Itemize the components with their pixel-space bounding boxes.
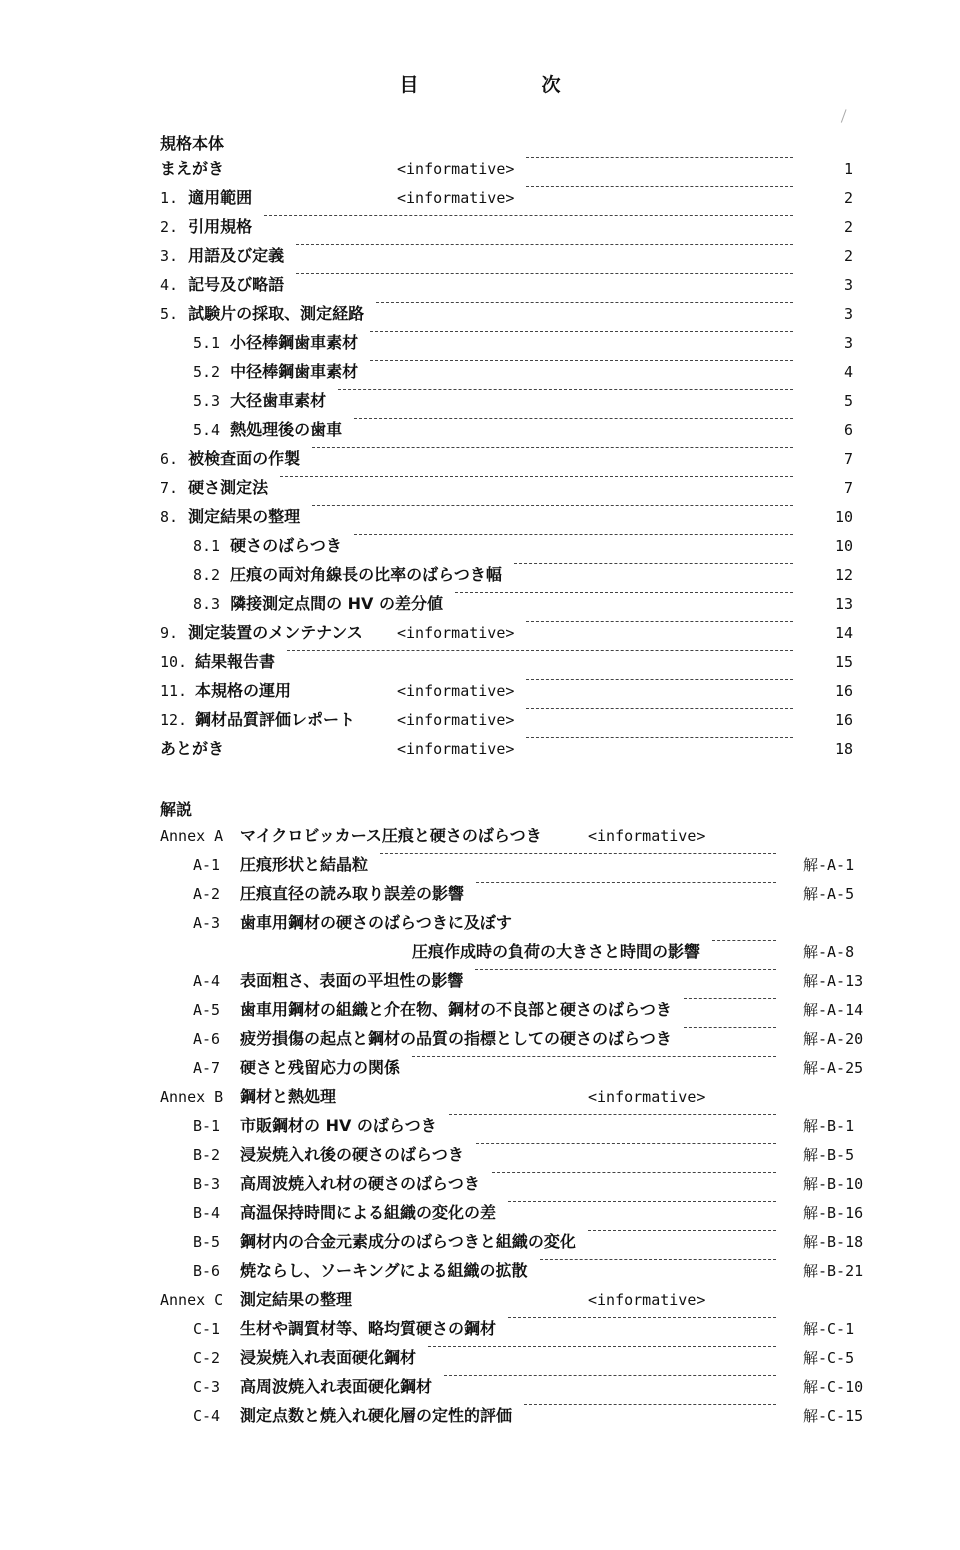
scan-mark <box>841 109 852 125</box>
entry-number: 9. <box>160 624 179 642</box>
dot-leader <box>588 1230 776 1231</box>
entry-number: C-2 <box>193 1349 221 1367</box>
dot-leader <box>526 157 793 158</box>
entry-label: 測定点数と焼入れ硬化層の定性的評価 <box>240 1406 513 1425</box>
page-number: 解-C-1 <box>803 1320 855 1338</box>
entry-number: B-2 <box>193 1146 221 1164</box>
page-number: 3 <box>843 305 853 323</box>
dot-leader <box>412 1056 776 1057</box>
entry-label: 生材や調質材等、略均質硬さの鋼材 <box>240 1319 497 1338</box>
dot-leader <box>312 505 793 506</box>
informative-tag: <informative> <box>397 682 515 700</box>
page-number: 7 <box>843 479 853 497</box>
entry-number: 3. <box>160 247 179 265</box>
entry-label: 本規格の運用 <box>195 681 292 700</box>
dot-leader <box>526 679 793 680</box>
entry-label: 鋼材と熱処理 <box>240 1087 337 1106</box>
toc-entry[interactable] <box>0 1027 960 1051</box>
entry-number: 2. <box>160 218 179 236</box>
toc-entry[interactable] <box>0 650 960 674</box>
dot-leader <box>540 1259 776 1260</box>
dot-leader <box>526 621 793 622</box>
entry-label: 疲労損傷の起点と鋼材の品質の指標としての硬さのばらつき <box>240 1029 672 1048</box>
entry-number: 1. <box>160 189 179 207</box>
entry-label: 測定装置のメンテナンス <box>188 623 363 642</box>
entry-label: 大径歯車素材 <box>230 391 327 410</box>
informative-tag: <informative> <box>397 711 515 729</box>
toc-entry[interactable] <box>0 1375 960 1399</box>
entry-number: A-5 <box>193 1001 221 1019</box>
dot-leader <box>370 360 793 361</box>
dot-leader <box>312 447 793 448</box>
informative-tag: <informative> <box>397 740 515 758</box>
toc-entry[interactable] <box>0 882 960 906</box>
entry-label: 引用規格 <box>188 217 253 236</box>
dot-leader <box>296 244 793 245</box>
informative-tag: <informative> <box>397 624 515 642</box>
entry-number: A-2 <box>193 885 221 903</box>
entry-label: 結果報告書 <box>195 652 276 671</box>
entry-number: B-3 <box>193 1175 221 1193</box>
toc-entry[interactable] <box>0 1230 960 1254</box>
page-number: 1 <box>843 160 853 178</box>
page-number: 3 <box>843 334 853 352</box>
entry-number: 8.1 <box>193 537 221 555</box>
toc-entry[interactable] <box>0 1346 960 1370</box>
dot-leader <box>492 1172 776 1173</box>
entry-label: 中径棒鋼歯車素材 <box>230 362 359 381</box>
dot-leader <box>354 534 793 535</box>
entry-number: A-4 <box>193 972 221 990</box>
dot-leader <box>370 331 793 332</box>
toc-entry[interactable] <box>0 737 960 761</box>
toc-entry[interactable] <box>0 1288 960 1312</box>
dot-leader <box>475 969 776 970</box>
toc-entry[interactable] <box>0 708 960 732</box>
page-number: 解-A-14 <box>803 1001 864 1019</box>
section-heading-annex: 解説 <box>160 800 193 819</box>
page-number: 10 <box>834 537 853 555</box>
toc-entry[interactable] <box>0 621 960 645</box>
toc-entry[interactable] <box>0 418 960 442</box>
dot-leader <box>526 737 793 738</box>
entry-label: 高周波焼入れ材の硬さのばらつき <box>240 1174 480 1193</box>
entry-label: マイクロビッカース圧痕と硬さのばらつき <box>240 826 542 845</box>
page-number: 解-A-5 <box>803 885 855 903</box>
entry-label: 圧痕作成時の負荷の大きさと時間の影響 <box>412 942 701 961</box>
page-number: 解-B-16 <box>803 1204 864 1222</box>
entry-label: 圧痕形状と結晶粒 <box>240 855 369 874</box>
toc-entry[interactable] <box>0 534 960 558</box>
dot-leader <box>508 1317 776 1318</box>
entry-number: 12. <box>160 711 188 729</box>
page-number: 解-A-8 <box>803 943 855 961</box>
dot-leader <box>376 302 793 303</box>
dot-leader <box>380 853 776 854</box>
entry-label: 隣接測定点間の HV の差分値 <box>230 594 444 613</box>
entry-number: 8.3 <box>193 595 221 613</box>
page-number: 解-B-10 <box>803 1175 864 1193</box>
dot-leader <box>684 998 776 999</box>
entry-label: 試験片の採取、測定経路 <box>188 304 365 323</box>
page-number: 2 <box>843 189 853 207</box>
toc-entry[interactable] <box>0 969 960 993</box>
toc-entry[interactable] <box>0 592 960 616</box>
entry-number: 5.2 <box>193 363 221 381</box>
page-number: 6 <box>843 421 853 439</box>
entry-label: 用語及び定義 <box>188 246 285 265</box>
toc-entry[interactable] <box>0 679 960 703</box>
entry-number: B-4 <box>193 1204 221 1222</box>
dot-leader <box>354 418 793 419</box>
dot-leader <box>524 1404 776 1405</box>
entry-number: 8.2 <box>193 566 221 584</box>
toc-entry[interactable] <box>0 1056 960 1080</box>
toc-entry[interactable] <box>0 1404 960 1428</box>
toc-entry[interactable] <box>0 157 960 181</box>
toc-entry[interactable] <box>0 1201 960 1225</box>
toc-entry[interactable] <box>0 1143 960 1167</box>
dot-leader <box>712 940 776 941</box>
page-number: 14 <box>834 624 853 642</box>
entry-number: 10. <box>160 653 188 671</box>
entry-label: 市販鋼材の HV のばらつき <box>240 1116 437 1135</box>
dot-leader <box>280 476 793 477</box>
entry-label: 高温保持時間による組織の変化の差 <box>240 1203 497 1222</box>
page-number: 2 <box>843 218 853 236</box>
dot-leader <box>444 1375 776 1376</box>
informative-tag: <informative> <box>588 827 706 845</box>
entry-number: A-7 <box>193 1059 221 1077</box>
page-number: 7 <box>843 450 853 468</box>
toc-entry[interactable] <box>0 476 960 500</box>
page-number: 解-B-5 <box>803 1146 855 1164</box>
dot-leader <box>449 1114 776 1115</box>
entry-number: C-3 <box>193 1378 221 1396</box>
page-number: 15 <box>834 653 853 671</box>
toc-entry[interactable] <box>0 998 960 1022</box>
informative-tag: <informative> <box>588 1088 706 1106</box>
entry-label: 記号及び略語 <box>188 275 285 294</box>
entry-number: 7. <box>160 479 179 497</box>
informative-tag: <informative> <box>588 1291 706 1309</box>
entry-number: B-1 <box>193 1117 221 1135</box>
page-number: 解-C-5 <box>803 1349 855 1367</box>
toc-entry[interactable] <box>0 447 960 471</box>
page-number: 解-B-21 <box>803 1262 864 1280</box>
entry-number: 11. <box>160 682 188 700</box>
page-number: 解-B-1 <box>803 1117 855 1135</box>
page-number: 16 <box>834 711 853 729</box>
entry-label: 歯車用鋼材の硬さのばらつきに及ぼす <box>240 913 512 932</box>
entry-number: 5. <box>160 305 179 323</box>
toc-entry[interactable] <box>0 1172 960 1196</box>
entry-label: まえがき <box>160 159 225 178</box>
dot-leader <box>526 708 793 709</box>
page-title: 目 次 <box>399 74 613 96</box>
entry-label: 小径棒鋼歯車素材 <box>230 333 359 352</box>
dot-leader <box>428 1346 776 1347</box>
entry-label: あとがき <box>160 739 225 758</box>
dot-leader <box>296 273 793 274</box>
page-number: 5 <box>843 392 853 410</box>
dot-leader <box>684 1027 776 1028</box>
toc-entry[interactable] <box>0 331 960 355</box>
entry-number: Annex C <box>160 1291 224 1309</box>
toc-entry[interactable] <box>0 273 960 297</box>
informative-tag: <informative> <box>397 160 515 178</box>
entry-number: A-3 <box>193 914 221 932</box>
page-number: 12 <box>834 566 853 584</box>
page-number: 10 <box>834 508 853 526</box>
informative-tag: <informative> <box>397 189 515 207</box>
entry-number: Annex A <box>160 827 224 845</box>
entry-label: 高周波焼入れ表面硬化鋼材 <box>240 1377 433 1396</box>
page-number: 2 <box>843 247 853 265</box>
entry-label: 測定結果の整理 <box>240 1290 353 1309</box>
entry-label: 適用範囲 <box>188 188 253 207</box>
entry-label: 鋼材品質評価レポート <box>195 710 356 729</box>
entry-number: 5.3 <box>193 392 221 410</box>
page-number: 13 <box>834 595 853 613</box>
page-number: 解-A-1 <box>803 856 855 874</box>
entry-number: 5.4 <box>193 421 221 439</box>
entry-number: C-4 <box>193 1407 221 1425</box>
page-number: 3 <box>843 276 853 294</box>
entry-number: Annex B <box>160 1088 224 1106</box>
toc-entry[interactable] <box>0 1259 960 1283</box>
toc-entry[interactable] <box>0 389 960 413</box>
entry-label: 硬さ測定法 <box>188 478 269 497</box>
dot-leader <box>476 1143 776 1144</box>
entry-number: A-6 <box>193 1030 221 1048</box>
entry-label: 鋼材内の合金元素成分のばらつきと組織の変化 <box>240 1232 576 1251</box>
entry-label: 熱処理後の歯車 <box>230 420 343 439</box>
entry-label: 圧痕直径の読み取り誤差の影響 <box>240 884 465 903</box>
page-number: 解-B-18 <box>803 1233 864 1251</box>
entry-label: 浸炭焼入れ表面硬化鋼材 <box>240 1348 417 1367</box>
dot-leader <box>287 650 793 651</box>
page-number: 解-A-13 <box>803 972 864 990</box>
dot-leader <box>455 592 793 593</box>
toc-entry[interactable] <box>0 563 960 587</box>
toc-entry[interactable] <box>0 215 960 239</box>
entry-number: 5.1 <box>193 334 221 352</box>
entry-label: 測定結果の整理 <box>188 507 301 526</box>
entry-label: 歯車用鋼材の組織と介在物、鋼材の不良部と硬さのばらつき <box>240 1000 672 1019</box>
page-number: 解-A-20 <box>803 1030 864 1048</box>
entry-label: 被検査面の作製 <box>188 449 301 468</box>
toc-entry[interactable] <box>0 505 960 529</box>
entry-label: 表面粗さ、表面の平坦性の影響 <box>240 971 464 990</box>
entry-label: 浸炭焼入れ後の硬さのばらつき <box>240 1145 464 1164</box>
entry-label: 焼ならし、ソーキングによる組織の拡散 <box>240 1261 528 1280</box>
page-number: 16 <box>834 682 853 700</box>
entry-number: 8. <box>160 508 179 526</box>
toc-entry[interactable] <box>0 853 960 877</box>
toc-entry[interactable] <box>0 360 960 384</box>
toc-entry[interactable] <box>0 940 960 964</box>
toc-entry[interactable] <box>0 911 960 935</box>
entry-number: B-6 <box>193 1262 221 1280</box>
dot-leader <box>526 186 793 187</box>
entry-label: 圧痕の両対角線長の比率のばらつき幅 <box>230 565 502 584</box>
entry-number: A-1 <box>193 856 221 874</box>
entry-number: 6. <box>160 450 179 468</box>
toc-entry[interactable] <box>0 186 960 210</box>
page-number: 18 <box>834 740 853 758</box>
entry-label: 硬さと残留応力の関係 <box>240 1058 401 1077</box>
toc-entry[interactable] <box>0 244 960 268</box>
page-number: 解-A-25 <box>803 1059 864 1077</box>
section-heading-main: 規格本体 <box>160 134 225 153</box>
dot-leader <box>514 563 793 564</box>
entry-number: C-1 <box>193 1320 221 1338</box>
page-number: 4 <box>843 363 853 381</box>
dot-leader <box>264 215 793 216</box>
toc-entry[interactable] <box>0 1085 960 1109</box>
toc-entry[interactable] <box>0 1114 960 1138</box>
toc-entry[interactable] <box>0 824 960 848</box>
page-number: 解-C-15 <box>803 1407 864 1425</box>
page-number: 解-C-10 <box>803 1378 864 1396</box>
toc-entry[interactable] <box>0 1317 960 1341</box>
dot-leader <box>476 882 776 883</box>
toc-entry[interactable] <box>0 302 960 326</box>
entry-number: B-5 <box>193 1233 221 1251</box>
entry-number: 4. <box>160 276 179 294</box>
dot-leader <box>508 1201 776 1202</box>
entry-label: 硬さのばらつき <box>230 536 342 555</box>
dot-leader <box>338 389 793 390</box>
